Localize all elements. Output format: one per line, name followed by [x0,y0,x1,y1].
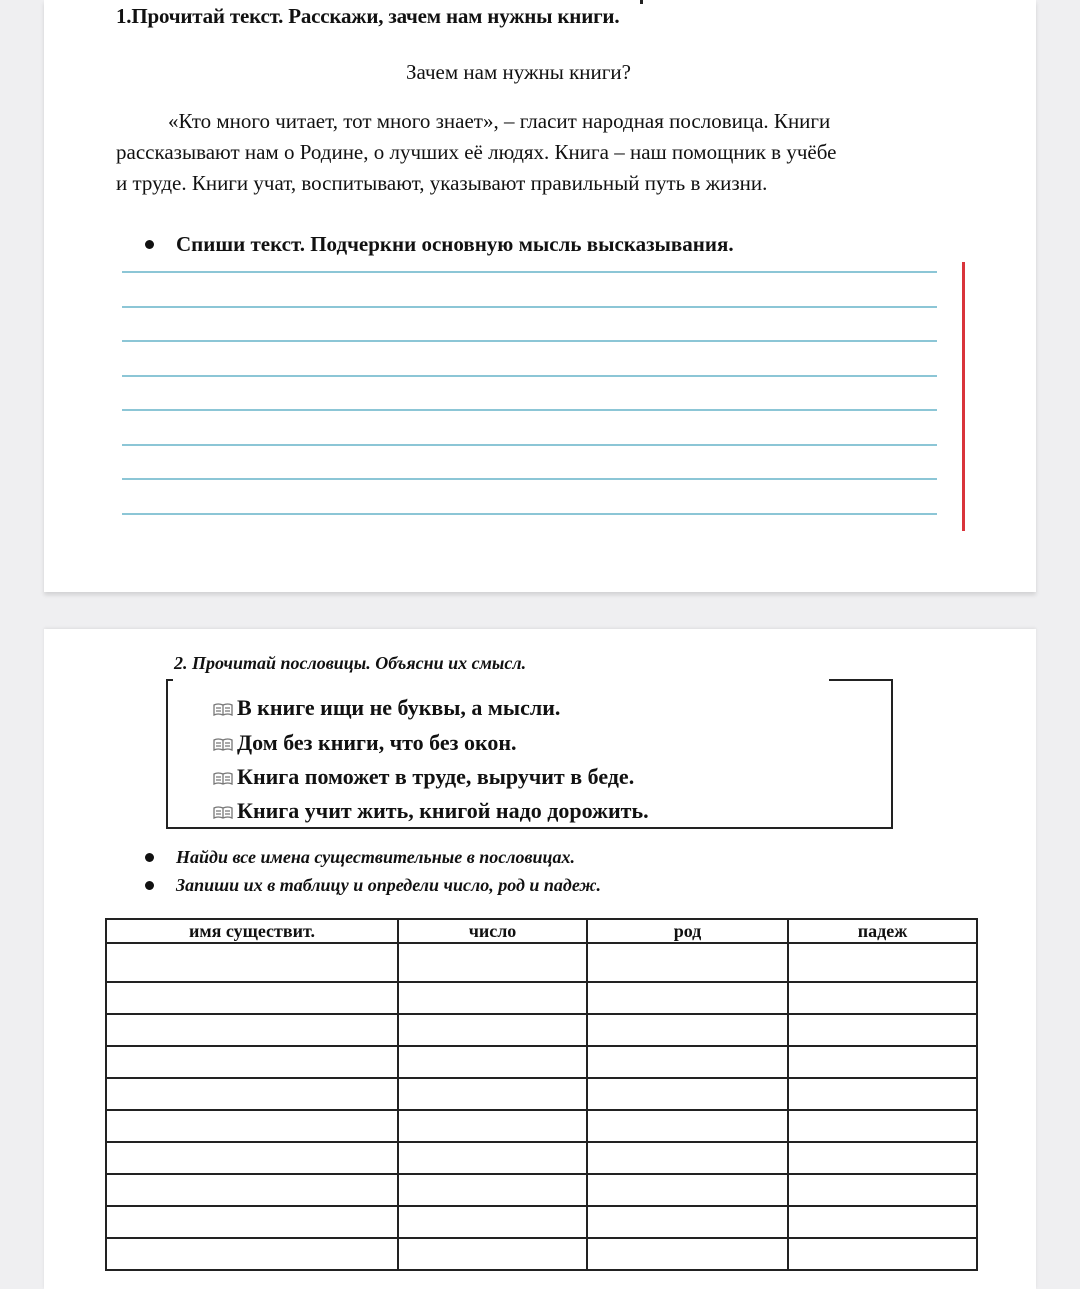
writing-line[interactable] [122,513,937,515]
table-cell[interactable] [788,1078,977,1110]
header-noun: имя существит. [106,919,398,943]
table-cell[interactable] [398,1110,587,1142]
proverb-text: Книга учит жить, книгой надо дорожить. [237,798,649,823]
open-book-icon [213,806,233,820]
table-cell[interactable] [587,982,788,1014]
proverb-item [213,798,649,824]
instruction-text: Найди все имена существительные в пословицах. [176,847,576,867]
table-cell[interactable] [398,1046,587,1078]
table-cell[interactable] [398,1238,587,1270]
writing-line[interactable] [122,409,937,411]
instruction-text: Запиши их в таблицу и определи число, род и падеж. [176,875,602,895]
bullet-dot [145,240,154,249]
table-cell[interactable] [788,1206,977,1238]
table-cell[interactable] [398,1014,587,1046]
table-cell[interactable] [398,1142,587,1174]
table-cell[interactable] [587,1046,788,1078]
table-cell[interactable] [398,982,587,1014]
table-cell[interactable] [788,982,977,1014]
table-cell[interactable] [106,943,398,982]
table-cell[interactable] [106,1046,398,1078]
writing-line[interactable] [122,340,937,342]
table-cell[interactable] [106,982,398,1014]
margin-line [962,262,965,531]
instruction-bullet [145,875,601,896]
table-cell[interactable] [587,1238,788,1270]
table-cell[interactable] [106,1078,398,1110]
proverb-item [213,730,517,756]
table-header-row [106,919,977,943]
table-cell[interactable] [788,1174,977,1206]
writing-line[interactable] [122,271,937,273]
writing-line[interactable] [122,478,937,480]
text-title: Зачем нам нужны книги? [406,60,631,84]
table-body [106,943,977,1270]
worksheet-page-1 [44,0,1036,592]
table-row [106,1014,977,1046]
proverb-text: В книге ищи не буквы, а мысли. [237,695,561,720]
header-case: падеж [788,919,977,943]
table-row [106,1078,977,1110]
proverb-item [213,695,560,721]
instruction-bullet [145,232,734,257]
writing-line[interactable] [122,306,937,308]
table-cell[interactable] [106,1238,398,1270]
table-cell[interactable] [788,1238,977,1270]
paragraph-line: рассказывают нам о Родине, о лучших её людях. Книга – наш помощник в учёбе [116,140,837,164]
table-cell[interactable] [788,943,977,982]
table-cell[interactable] [398,1174,587,1206]
open-book-icon [213,772,233,786]
table-cell[interactable] [398,1078,587,1110]
proverb-box [166,679,893,829]
table-cell[interactable] [587,1014,788,1046]
table-cell[interactable] [398,943,587,982]
table-cell[interactable] [587,1078,788,1110]
header-number: число [398,919,587,943]
table-cell[interactable] [587,943,788,982]
worksheet-page-2 [44,629,1036,1289]
cut-off-text-fragment [640,0,643,4]
open-book-icon [213,703,233,717]
table-cell[interactable] [106,1206,398,1238]
writing-line[interactable] [122,444,937,446]
table-cell[interactable] [788,1014,977,1046]
table-cell[interactable] [788,1110,977,1142]
paragraph-line: и труде. Книги учат, воспитывают, указывают правильный путь в жизни. [116,171,768,195]
writing-line[interactable] [122,375,937,377]
open-book-icon [213,738,233,752]
proverb-text: Книга поможет в труде, выручит в беде. [237,764,635,789]
table-row [106,1046,977,1078]
table-cell[interactable] [398,1206,587,1238]
table-row [106,1174,977,1206]
table-cell[interactable] [106,1142,398,1174]
task-2-title: 2. Прочитай пословицы. Объясни их смысл. [174,653,527,673]
task-1-title: 1.Прочитай текст. Расскажи, зачем нам нужны книги. [116,4,620,28]
noun-table [105,918,978,1271]
instruction-text: Спиши текст. Подчеркни основную мысль высказывания. [176,232,734,256]
table-cell[interactable] [106,1174,398,1206]
table-row [106,982,977,1014]
table-row [106,1206,977,1238]
header-gender: род [587,919,788,943]
bullet-dot [145,853,154,862]
table-row [106,943,977,982]
table-cell[interactable] [788,1142,977,1174]
proverb-text: Дом без книги, что без окон. [237,730,517,755]
paragraph-line: «Кто много читает, тот много знает», – гласит народная пословица. Книги [168,109,831,133]
reading-paragraph [116,106,956,199]
table-cell[interactable] [587,1174,788,1206]
table-cell[interactable] [587,1206,788,1238]
table-cell[interactable] [788,1046,977,1078]
table-cell[interactable] [587,1110,788,1142]
instruction-bullet [145,847,575,868]
proverb-item [213,764,634,790]
table-row [106,1142,977,1174]
table-cell[interactable] [587,1142,788,1174]
table-cell[interactable] [106,1014,398,1046]
table-row [106,1238,977,1270]
bullet-dot [145,881,154,890]
table-row [106,1110,977,1142]
table-cell[interactable] [106,1110,398,1142]
